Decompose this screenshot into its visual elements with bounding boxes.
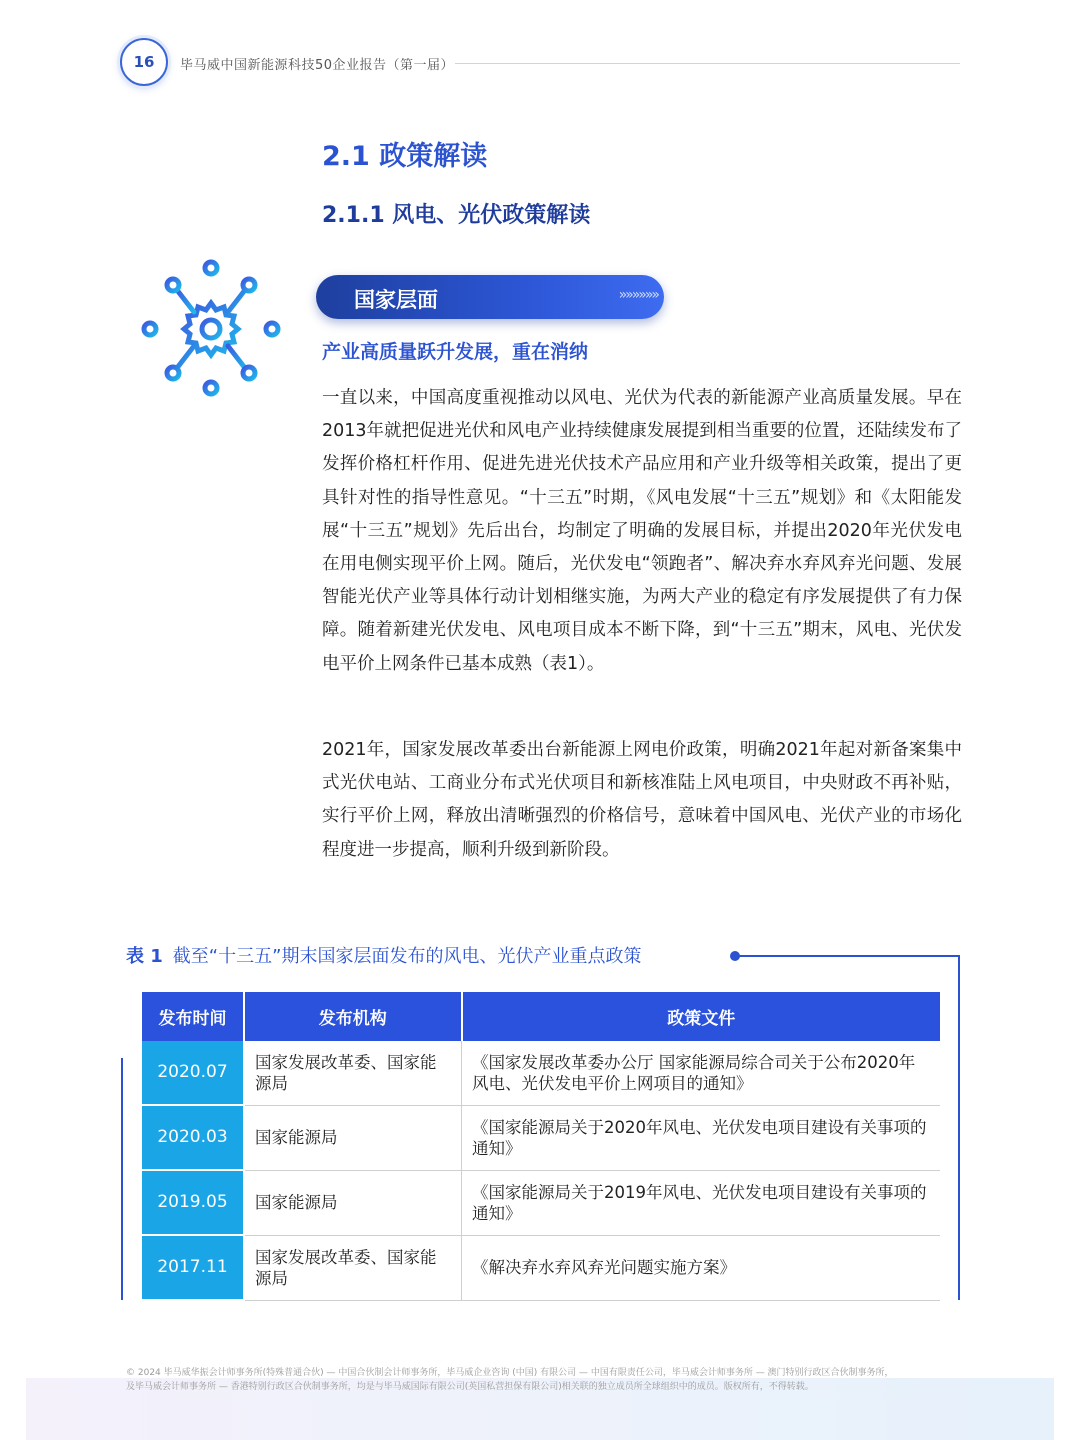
row-doc: 《国家发展改革委办公厅 国家能源局综合司关于公布2020年风电、光伏发电平价上网项目的通知》 [462, 1041, 941, 1105]
section-title: 2.1 政策解读 [322, 141, 488, 172]
header-divider [455, 63, 960, 64]
network-gear-icon [140, 258, 282, 400]
row-date: 2020.03 [142, 1105, 244, 1170]
report-title: 毕马威中国新能源科技50企业报告（第一届） [180, 58, 455, 73]
footer-copyright [126, 1366, 966, 1394]
row-doc: 《国家能源局关于2019年风电、光伏发电项目建设有关事项的通知》 [462, 1170, 941, 1235]
row-date: 2019.05 [142, 1170, 244, 1235]
table-left-frame-line [121, 1058, 123, 1300]
page-number-badge [120, 38, 168, 86]
table-header-row [142, 992, 940, 1041]
table-row [142, 1170, 940, 1235]
table-caption [126, 942, 641, 968]
row-doc: 《解决弃水弃风弃光问题实施方案》 [462, 1235, 941, 1300]
page-number: 16 [133, 53, 155, 71]
national-level-banner [316, 275, 664, 319]
table-row [142, 1041, 940, 1105]
policy-table [142, 992, 940, 1301]
table-caption-text: 截至“十三五”期末国家层面发布的风电、光伏产业重点政策 [172, 946, 642, 967]
caption-dot [730, 951, 740, 961]
header-doc: 政策文件 [462, 992, 941, 1041]
table-row [142, 1235, 940, 1300]
row-org: 国家发展改革委、国家能源局 [244, 1235, 462, 1300]
banner-label: 国家层面 [354, 288, 438, 312]
row-org: 国家能源局 [244, 1170, 462, 1235]
header-date: 发布时间 [142, 992, 244, 1041]
chevrons-right-icon: »»»»»» [618, 287, 658, 303]
row-org: 国家能源局 [244, 1105, 462, 1170]
footer-line-2: 及毕马威会计师事务所 — 香港特别行政区合伙制事务所，均是与毕马威国际有限公司(英国私营担保有限公司)相关联的独立成员所全球组织中的成员。版权所有，不得转载。 [126, 1382, 814, 1392]
paragraph-2: 2021年，国家发展改革委出台新能源上网电价政策，明确2021年起对新备案集中式光伏电站、工商业分布式光伏项目和新核准陆上风电项目，中央财政不再补贴，实行平价上网，释放出清晰强烈的价格信号，意味着中国风电、光伏产业的市场化程度进一步提高，顺利升级到新阶段。 [322, 740, 962, 860]
row-date: 2020.07 [142, 1041, 244, 1105]
row-date: 2017.11 [142, 1235, 244, 1300]
table-row [142, 1105, 940, 1170]
footer-line-1: © 2024 毕马威华振会计师事务所(特殊普通合伙) — 中国合伙制会计师事务所，毕马威企业咨询 (中国) 有限公司 — 中国有限责任公司，毕马威会计师事务所 — 澳门特别行政区合伙制事务所， [126, 1368, 894, 1378]
caption-rule [736, 955, 960, 957]
row-org: 国家发展改革委、国家能源局 [244, 1041, 462, 1105]
row-doc: 《国家能源局关于2020年风电、光伏发电项目建设有关事项的通知》 [462, 1105, 941, 1170]
section-subtitle: 2.1.1 风电、光伏政策解读 [322, 203, 591, 228]
header-org: 发布机构 [244, 992, 462, 1041]
paragraph-1: 一直以来，中国高度重视推动以风电、光伏为代表的新能源产业高质量发展。早在2013年就把促进光伏和风电产业持续健康发展提到相当重要的位置，还陆续发布了发挥价格杠杆作用、促进先进光伏技术产品应用和产业升级等相关政策，提出了更具针对性的指导性意见。“十三五”时期，《风电发展“十三五”规划》和《太阳能发展“十三五”规划》先后出台，均制定了明确的发展目标，并提出2020年光伏发电在用电侧实现平价上网。随后，光伏发电“领跑者”、解决弃水弃风弃光问题、发展智能光伏产业等具体行动计划相继实施，为两大产业的稳定有序发展提供了有力保障。随着新建光伏发电、风电项目成本不断下降，到“十三五”期末，风电、光伏发电平价上网条件已基本成熟（表1）。 [322, 388, 962, 674]
table-number: 表 1 [126, 946, 163, 967]
table-right-frame-line [958, 955, 960, 1300]
subheading: 产业高质量跃升发展，重在消纳 [322, 341, 589, 363]
